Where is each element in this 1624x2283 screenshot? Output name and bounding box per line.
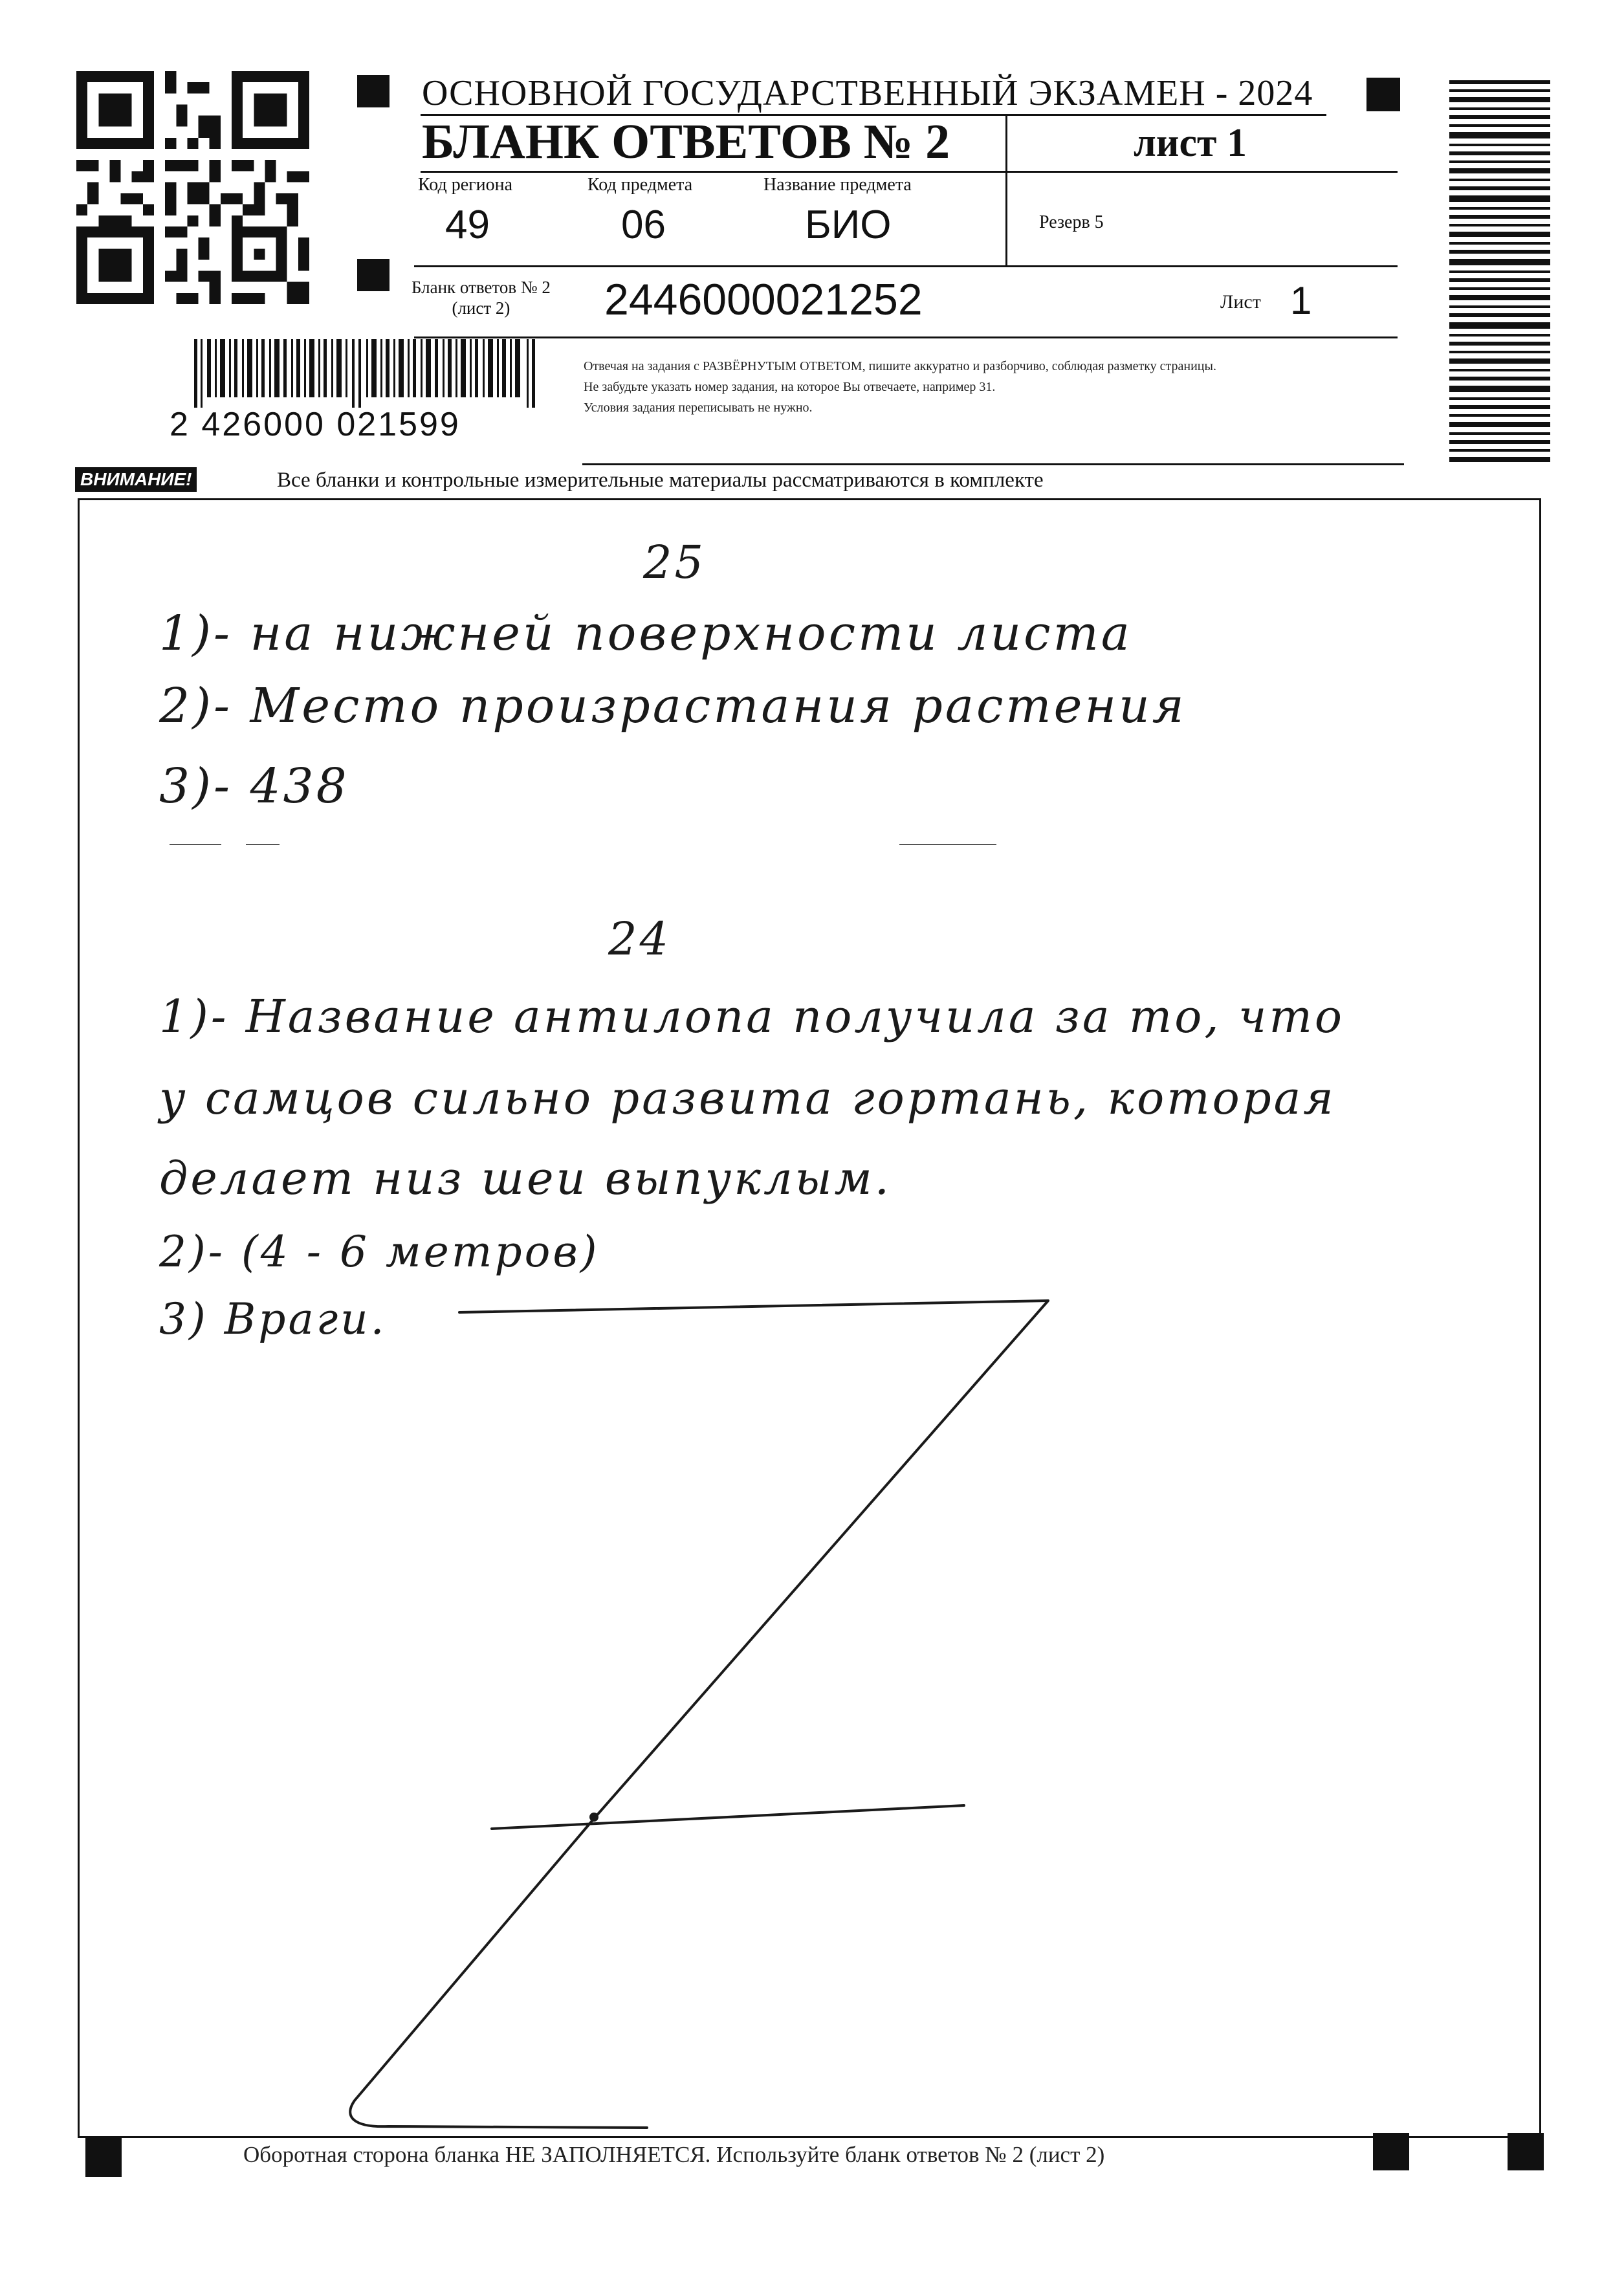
barcode-number: 2 426000 021599 xyxy=(170,406,461,443)
reserve-label: Резерв 5 xyxy=(1039,212,1104,232)
answer-line: 2)- (4 - 6 метров) xyxy=(159,1227,600,1277)
form-ref-line-2: (лист 2) xyxy=(452,298,510,318)
region-code-value: 49 xyxy=(445,203,490,247)
subject-name-value: БИО xyxy=(805,203,892,247)
subject-code-value: 06 xyxy=(621,203,666,247)
sheet-number: 1 xyxy=(1290,279,1312,322)
form-title: БЛАНК ОТВЕТОВ № 2 xyxy=(422,115,950,169)
instruction-line: Не забудьте указать номер задания, на которое Вы отвечаете, например 31. xyxy=(584,380,996,394)
form-number: 2446000021252 xyxy=(604,275,923,324)
answer-line: 1)- Название антилопа получила за то, что xyxy=(159,990,1344,1043)
instruction-line: Отвечая на задания с РАЗВЁРНУТЫМ ОТВЕТОМ, пишите аккуратно и разборчиво, соблюдая разметку страницы. xyxy=(584,359,1216,373)
region-code-label: Код региона xyxy=(418,175,513,195)
question-number: 25 xyxy=(643,536,707,589)
answer-line: 1)- на нижней поверхности листа xyxy=(159,606,1132,661)
form-ref-line-1: Бланк ответов № 2 xyxy=(411,278,551,297)
subject-name-label: Название предмета xyxy=(763,175,912,195)
answer-line: 3) Враги. xyxy=(159,1294,387,1344)
sheet-label: Лист xyxy=(1220,291,1261,313)
answer-line: у самцов сильно развита гортань, которая xyxy=(159,1072,1336,1125)
attention-text: Все бланки и контрольные измерительные материалы рассматриваются в комплекте xyxy=(277,469,1044,492)
sheet-title: лист 1 xyxy=(1134,121,1247,165)
attention-badge: ВНИМАНИЕ! xyxy=(75,467,197,492)
answer-line: 3)- 438 xyxy=(159,758,349,814)
answer-line: 2)- Место произрастания растения xyxy=(159,678,1187,734)
answer-line: делает низ шеи выпуклым. xyxy=(159,1152,892,1205)
question-number: 24 xyxy=(608,912,672,965)
exam-title: ОСНОВНОЙ ГОСУДАРСТВЕННЫЙ ЭКЗАМЕН - 2024 xyxy=(422,73,1313,113)
footer-note: Оборотная сторона бланка НЕ ЗАПОЛНЯЕТСЯ. Используйте бланк ответов № 2 (лист 2) xyxy=(243,2142,1105,2167)
subject-code-label: Код предмета xyxy=(587,175,693,195)
instruction-line: Условия задания переписывать не нужно. xyxy=(584,401,813,415)
